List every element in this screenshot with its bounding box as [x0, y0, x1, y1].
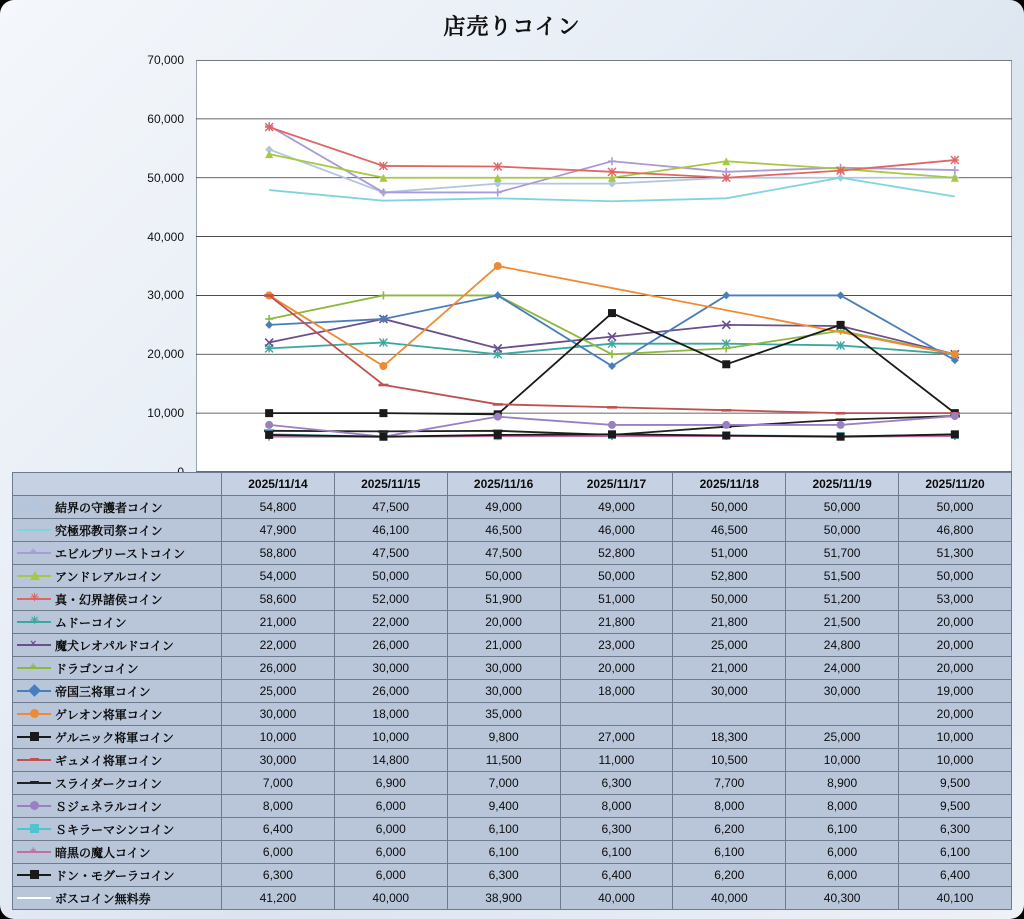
series-legend-cell: [13, 864, 222, 887]
table-cell: 6,300: [899, 818, 1012, 841]
table-cell: 6,200: [673, 818, 786, 841]
table-cell: 23,000: [560, 634, 673, 657]
series-legend-cell: [13, 703, 222, 726]
table-cell: 9,400: [447, 795, 560, 818]
table-cell: 50,000: [447, 565, 560, 588]
table-cell: 30,000: [673, 680, 786, 703]
table-cell: 6,100: [447, 818, 560, 841]
series-legend-cell: [13, 657, 222, 680]
table-cell: 21,000: [222, 611, 335, 634]
table-cell: 46,800: [899, 519, 1012, 542]
table-cell: 25,000: [673, 634, 786, 657]
table-row: [13, 611, 1012, 634]
table-cell: 50,000: [334, 565, 447, 588]
series-name-label: 帝国三将軍コイン: [55, 684, 151, 699]
table-cell: 50,000: [786, 519, 899, 542]
table-cell: 20,000: [899, 611, 1012, 634]
legend-marker-icon: [17, 732, 51, 742]
legend-marker-icon: [17, 709, 51, 719]
table-cell: 24,800: [786, 634, 899, 657]
table-cell: 8,000: [560, 795, 673, 818]
table-cell: 26,000: [334, 634, 447, 657]
table-cell: 40,300: [786, 887, 899, 910]
table-cell: 51,900: [447, 588, 560, 611]
table-cell: 27,000: [560, 726, 673, 749]
series-legend-cell: [13, 887, 222, 910]
table-cell: 52,800: [560, 542, 673, 565]
table-cell: 50,000: [786, 496, 899, 519]
y-axis-tick-label: 50,000: [147, 170, 184, 185]
table-cell: 9,500: [899, 795, 1012, 818]
legend-marker-icon: [17, 755, 51, 765]
y-axis-tick-label: 20,000: [147, 347, 184, 362]
table-row: [13, 772, 1012, 795]
table-cell: 20,000: [899, 634, 1012, 657]
table-cell: 35,000: [447, 703, 560, 726]
table-cell: 6,100: [786, 818, 899, 841]
series-legend-cell: [13, 795, 222, 818]
table-column-header: 2025/11/18: [673, 473, 786, 496]
table-cell: 30,000: [222, 703, 335, 726]
legend-marker-icon: [17, 502, 51, 512]
table-row: [13, 634, 1012, 657]
series-legend-cell: [13, 519, 222, 542]
table-cell: 10,000: [334, 726, 447, 749]
table-cell: 8,000: [673, 795, 786, 818]
series-name-label: ギュメイ将軍コイン: [55, 753, 163, 768]
series-name-label: 魔犬レオパルドコイン: [55, 638, 174, 653]
table-cell: 11,500: [447, 749, 560, 772]
legend-marker-icon: +: [17, 548, 51, 558]
table-cell: 10,000: [899, 726, 1012, 749]
table-cell: 26,000: [334, 680, 447, 703]
series-legend-cell: [13, 726, 222, 749]
table-cell: 46,100: [334, 519, 447, 542]
table-cell: 52,800: [673, 565, 786, 588]
series-name-label: Ｓジェネラルコイン: [55, 799, 163, 814]
table-cell: 6,000: [334, 795, 447, 818]
y-axis-tick-label: 40,000: [147, 229, 184, 244]
table-cell: 20,000: [447, 611, 560, 634]
legend-marker-icon: [17, 686, 51, 696]
series-name-label: ゲルニック将軍コイン: [55, 730, 174, 745]
table-row: [13, 818, 1012, 841]
legend-marker-icon: +: [17, 663, 51, 673]
table-cell: 20,000: [899, 703, 1012, 726]
table-cell: 47,900: [222, 519, 335, 542]
table-cell: 51,200: [786, 588, 899, 611]
series-legend-cell: [13, 772, 222, 795]
series-name-label: 究極邪教司祭コイン: [55, 523, 163, 538]
table-row: [13, 841, 1012, 864]
table-column-header: 2025/11/19: [786, 473, 899, 496]
table-column-header: 2025/11/14: [222, 473, 335, 496]
y-axis-tick-label: 10,000: [147, 406, 184, 421]
table-cell: 7,000: [447, 772, 560, 795]
table-cell: 10,500: [673, 749, 786, 772]
table-cell: 6,300: [560, 818, 673, 841]
table-row: [13, 588, 1012, 611]
table-cell: 6,200: [673, 864, 786, 887]
table-cell: 7,700: [673, 772, 786, 795]
table-cell: 51,500: [786, 565, 899, 588]
legend-marker-icon: ✳: [17, 594, 51, 604]
page-title: 店売りコイン: [443, 14, 581, 39]
table-cell: 38,900: [447, 887, 560, 910]
table-cell: 6,000: [786, 864, 899, 887]
table-row: [13, 680, 1012, 703]
table-cell: 10,000: [222, 726, 335, 749]
table-cell: 20,000: [899, 657, 1012, 680]
series-legend-cell: [13, 841, 222, 864]
table-cell: [560, 703, 673, 726]
table-row: [13, 542, 1012, 565]
table-cell: 6,400: [560, 864, 673, 887]
table-cell: 11,000: [560, 749, 673, 772]
series-name-label: エビルプリーストコイン: [55, 546, 186, 561]
table-cell: 6,000: [786, 841, 899, 864]
series-name-label: スライダークコイン: [55, 776, 163, 791]
table-row: [13, 657, 1012, 680]
table-cell: 8,000: [222, 795, 335, 818]
y-axis-tick-label: 30,000: [147, 288, 184, 303]
table-column-header: 2025/11/17: [560, 473, 673, 496]
table-column-header: 2025/11/20: [899, 473, 1012, 496]
legend-marker-icon: [17, 571, 51, 581]
series-name-label: ドラゴンコイン: [55, 661, 139, 676]
table-cell: 10,000: [899, 749, 1012, 772]
table-cell: 6,100: [447, 841, 560, 864]
table-cell: 21,500: [786, 611, 899, 634]
table-cell: 18,300: [673, 726, 786, 749]
legend-marker-icon: +: [17, 847, 51, 857]
series-name-label: Ｓキラーマシンコイン: [55, 822, 175, 837]
table-cell: 51,300: [899, 542, 1012, 565]
table-column-header: 2025/11/15: [334, 473, 447, 496]
legend-marker-icon: [17, 801, 51, 811]
chart-svg: [196, 60, 1012, 472]
table-cell: 30,000: [447, 680, 560, 703]
table-cell: 20,000: [560, 657, 673, 680]
table-cell: 25,000: [222, 680, 335, 703]
table-cell: 41,200: [222, 887, 335, 910]
table-cell: 50,000: [673, 588, 786, 611]
table-cell: 19,000: [899, 680, 1012, 703]
legend-marker-icon: [17, 870, 51, 880]
series-name-label: 真・幻界諸侯コイン: [55, 592, 163, 607]
table-cell: 50,000: [560, 565, 673, 588]
legend-marker-icon: ×: [17, 640, 51, 650]
table-cell: 6,400: [899, 864, 1012, 887]
table-cell: 46,500: [447, 519, 560, 542]
table-cell: 22,000: [222, 634, 335, 657]
table-cell: 7,000: [222, 772, 335, 795]
table-cell: 49,000: [560, 496, 673, 519]
table-row: [13, 703, 1012, 726]
series-name-label: ドン・モグーラコイン: [55, 868, 175, 883]
series-name-label: 結界の守護者コイン: [55, 500, 163, 515]
table-cell: 51,000: [560, 588, 673, 611]
data-table: [12, 472, 1012, 910]
legend-marker-icon: [17, 893, 51, 903]
series-legend-cell: [13, 542, 222, 565]
table-cell: 53,000: [899, 588, 1012, 611]
table-cell: 10,000: [786, 749, 899, 772]
table-cell: 58,800: [222, 542, 335, 565]
table-row: [13, 519, 1012, 542]
table-row: [13, 749, 1012, 772]
table-cell: 8,000: [786, 795, 899, 818]
table-cell: 21,000: [673, 657, 786, 680]
table-cell: 6,400: [222, 818, 335, 841]
table-cell: 46,500: [673, 519, 786, 542]
legend-marker-icon: [17, 824, 51, 834]
table-cell: 40,100: [899, 887, 1012, 910]
table-cell: 18,000: [334, 703, 447, 726]
table-cell: 50,000: [673, 496, 786, 519]
series-legend-cell: [13, 496, 222, 519]
legend-marker-icon: ✳: [17, 617, 51, 627]
table-cell: 6,000: [334, 841, 447, 864]
table-row: [13, 887, 1012, 910]
table-cell: 58,600: [222, 588, 335, 611]
table-cell: 6,100: [899, 841, 1012, 864]
series-legend-cell: [13, 611, 222, 634]
table-cell: 52,000: [334, 588, 447, 611]
series-legend-cell: [13, 818, 222, 841]
table-row: [13, 795, 1012, 818]
y-axis-tick-label: 70,000: [147, 53, 184, 67]
table-cell: 51,000: [673, 542, 786, 565]
table-cell: 47,500: [447, 542, 560, 565]
legend-marker-icon: [17, 778, 51, 788]
table-cell: 54,000: [222, 565, 335, 588]
table-column-header: 2025/11/16: [447, 473, 560, 496]
table-cell: 54,800: [222, 496, 335, 519]
table-cell: 6,300: [447, 864, 560, 887]
plot-area: [147, 53, 1012, 472]
table-cell: 6,900: [334, 772, 447, 795]
table-cell: 6,300: [560, 772, 673, 795]
table-cell: 9,500: [899, 772, 1012, 795]
series-legend-cell: [13, 749, 222, 772]
table-cell: 30,000: [447, 657, 560, 680]
table-corner-cell: [13, 473, 222, 496]
series-legend-cell: [13, 634, 222, 657]
series-legend-cell: [13, 588, 222, 611]
table-cell: 6,300: [222, 864, 335, 887]
table-cell: 30,000: [222, 749, 335, 772]
table-cell: [786, 703, 899, 726]
series-name-label: アンドレアルコイン: [55, 569, 162, 584]
table-cell: 22,000: [334, 611, 447, 634]
table-cell: 47,500: [334, 496, 447, 519]
table-cell: 8,900: [786, 772, 899, 795]
table-cell: 6,000: [222, 841, 335, 864]
table-cell: 24,000: [786, 657, 899, 680]
table-cell: 6,000: [334, 818, 447, 841]
table-cell: 50,000: [899, 565, 1012, 588]
table-cell: 50,000: [899, 496, 1012, 519]
table-cell: 40,000: [560, 887, 673, 910]
table-cell: 49,000: [447, 496, 560, 519]
table-row: [13, 496, 1012, 519]
table-cell: 14,800: [334, 749, 447, 772]
table-cell: 6,100: [673, 841, 786, 864]
table-cell: 30,000: [786, 680, 899, 703]
y-axis-tick-label: 60,000: [147, 111, 184, 126]
table-cell: 21,800: [673, 611, 786, 634]
table-row: [13, 726, 1012, 749]
table-cell: 18,000: [560, 680, 673, 703]
table-cell: 47,500: [334, 542, 447, 565]
table-row: [13, 864, 1012, 887]
table-cell: 6,100: [560, 841, 673, 864]
table-cell: 40,000: [673, 887, 786, 910]
table-cell: 26,000: [222, 657, 335, 680]
table-cell: 30,000: [334, 657, 447, 680]
table-cell: 21,000: [447, 634, 560, 657]
series-legend-cell: [13, 680, 222, 703]
series-legend-cell: [13, 565, 222, 588]
table-cell: 9,800: [447, 726, 560, 749]
table-cell: 21,800: [560, 611, 673, 634]
table-cell: 40,000: [334, 887, 447, 910]
table-cell: 51,700: [786, 542, 899, 565]
legend-marker-icon: [17, 525, 51, 535]
series-name-label: ボスコイン無料券: [55, 891, 151, 906]
table-cell: 6,000: [334, 864, 447, 887]
table-cell: 25,000: [786, 726, 899, 749]
table-cell: 46,000: [560, 519, 673, 542]
series-name-label: 暗黒の魔人コイン: [55, 845, 151, 860]
table-row: [13, 565, 1012, 588]
table-header-row: [13, 473, 1012, 496]
table-cell: [673, 703, 786, 726]
series-name-label: ムドーコイン: [55, 615, 127, 630]
series-name-label: ゲレオン将軍コイン: [55, 707, 163, 722]
